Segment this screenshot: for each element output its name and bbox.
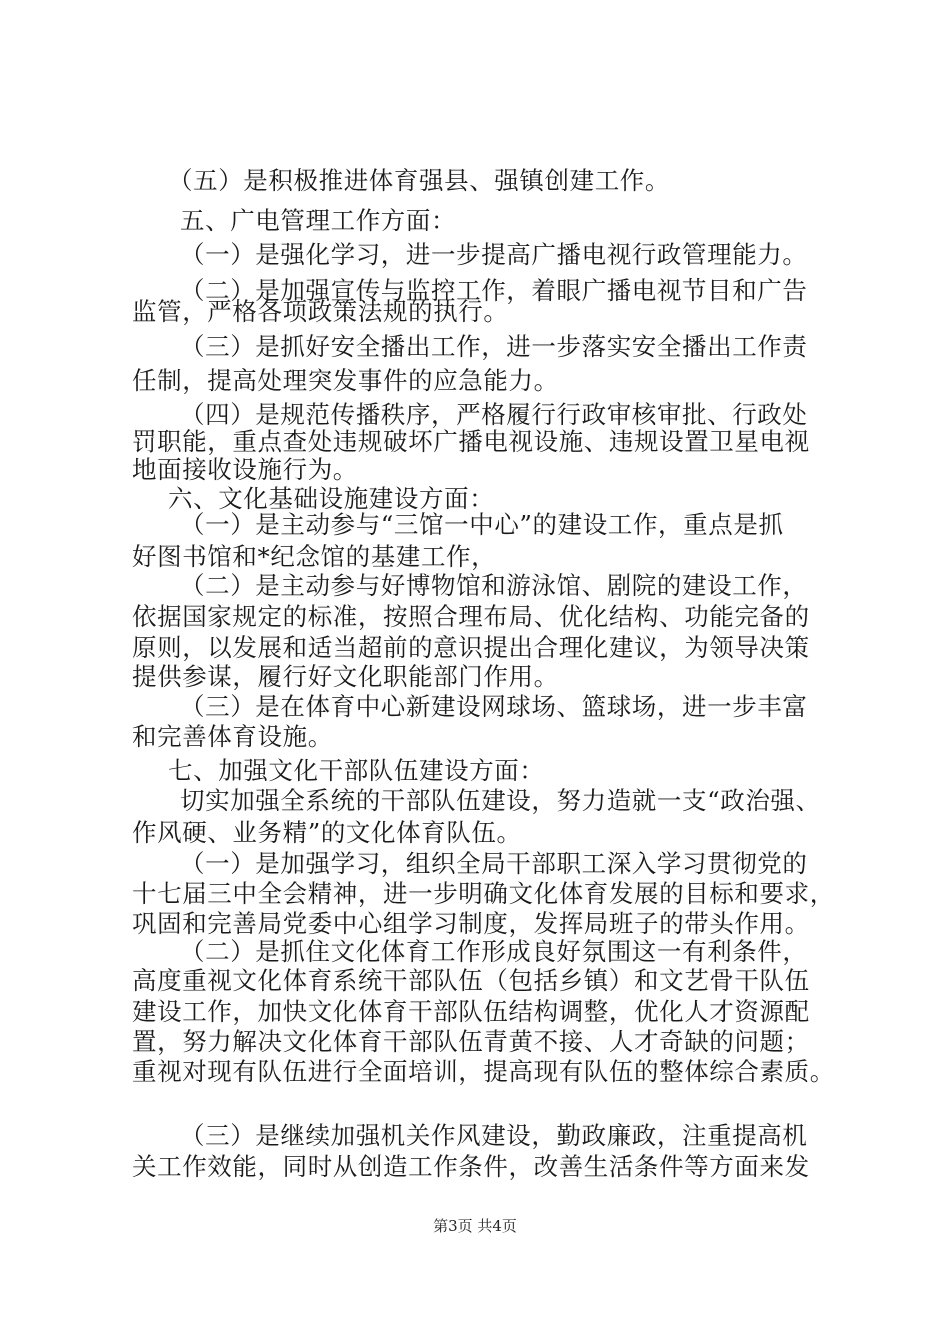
text-line: 罚职能，重点查处违规破坏广播电视设施、违规设置卫星电视 xyxy=(132,427,810,456)
text-line: 监管，严格各项政策法规的执行。 xyxy=(132,297,509,326)
section-heading: 六、文化基础设施建设方面： xyxy=(168,484,495,513)
text-line: 十七届三中全会精神，进一步明确文化体育发展的目标和要求， xyxy=(132,879,835,908)
text-line: 提供参谋，履行好文化职能部门作用。 xyxy=(132,662,559,691)
text-line: 关工作效能，同时从创造工作条件，改善生活条件等方面来发 xyxy=(132,1152,810,1181)
text-line: （三）是抓好安全播出工作，进一步落实安全播出工作责 xyxy=(180,332,808,361)
text-line: 地面接收设施行为。 xyxy=(132,455,358,484)
text-line: （三）是继续加强机关作风建设，勤政廉政，注重提高机 xyxy=(180,1121,808,1150)
text-line: （一）是加强学习，组织全局干部职工深入学习贯彻党的 xyxy=(180,849,808,878)
text-line: （一）是主动参与“三馆一中心”的建设工作，重点是抓 xyxy=(180,510,784,539)
page-number: 第3页 共4页 xyxy=(433,1217,517,1235)
text-line: 原则，以发展和适当超前的意识提出合理化建议，为领导决策 xyxy=(132,633,810,662)
text-line: 和完善体育设施。 xyxy=(132,722,333,751)
text-line: 建设工作，加快文化体育干部队伍结构调整，优化人才资源配 xyxy=(132,997,810,1026)
text-line: （三）是在体育中心新建设网球场、篮球场，进一步丰富 xyxy=(180,692,808,721)
text-line: 高度重视文化体育系统干部队伍（包括乡镇）和文艺骨干队伍 xyxy=(132,966,810,995)
text-line: 任制，提高处理突发事件的应急能力。 xyxy=(132,366,559,395)
text-line: （二）是加强宣传与监控工作，着眼广播电视节目和广告 xyxy=(180,276,808,305)
text-line: 好图书馆和*纪念馆的基建工作， xyxy=(132,542,497,571)
text-line: （二）是主动参与好博物馆和游泳馆、剧院的建设工作， xyxy=(180,571,808,600)
text-line: （四）是规范传播秩序，严格履行行政审核审批、行政处 xyxy=(180,400,808,429)
section-heading: 七、加强文化干部队伍建设方面： xyxy=(168,756,545,785)
text-line: 置，努力解决文化体育干部队伍青黄不接、人才奇缺的问题； xyxy=(132,1027,810,1056)
text-line: （二）是抓住文化体育工作形成良好氛围这一有利条件， xyxy=(180,937,808,966)
text-line: 作风硬、业务精”的文化体育队伍。 xyxy=(132,818,522,847)
text-line: 重视对现有队伍进行全面培训，提高现有队伍的整体综合素质。 xyxy=(132,1057,835,1086)
text-line: （五）是积极推进体育强县、强镇创建工作。 xyxy=(168,166,670,195)
section-heading: 五、广电管理工作方面： xyxy=(180,206,457,235)
text-line: 切实加强全系统的干部队伍建设，努力造就一支“政治强、 xyxy=(180,786,821,815)
text-line: （一）是强化学习，进一步提高广播电视行政管理能力。 xyxy=(180,240,808,269)
text-line: 巩固和完善局党委中心组学习制度，发挥局班子的带头作用。 xyxy=(132,909,810,938)
text-line: 依据国家规定的标准，按照合理布局、优化结构、功能完备的 xyxy=(132,602,810,631)
